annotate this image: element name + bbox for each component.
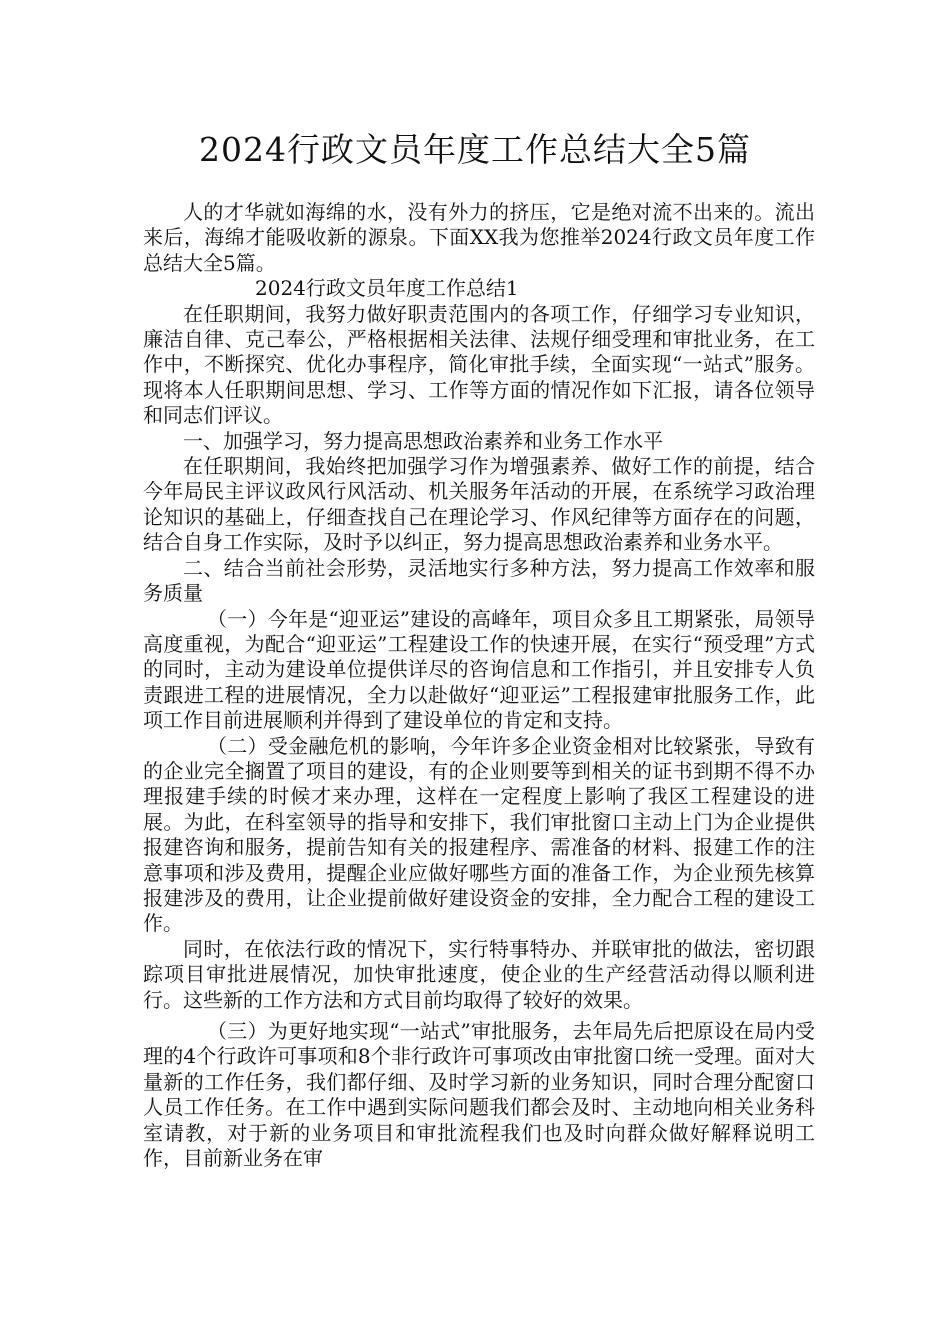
document-body <box>143 200 815 1171</box>
list-item-2: （二）受金融危机的影响，今年许多企业资金相对比较紧张，导致有的企业完全搁置了项目的建设，有的企业则要等到相关的证书到期不得不办理报建手续的时候才来办理，这样在一定程度上影响了我区工程建设的进展。为此，在科室领导的指导和安排下，我们审批窗口主动上门为企业提供报建咨询和服务，提前告知有关的报建程序、需准备的材料、报建工作的注意事项和涉及费用，提醒企业应做好哪些方面的准备工作，为企业预先核算报建涉及的费用，让企业提前做好建设资金的安排，全力配合工程的建设工作。 <box>143 733 815 936</box>
list-item-1: （一）今年是“迎亚运”建设的高峰年，项目众多且工期紧张，局领导高度重视，为配合“迎亚运”工程建设工作的快速开展，在实行“预受理”方式的同时，主动为建设单位提供详尽的咨询信息和工作指引，并且安排专人负责跟进工程的进展情况，全力以赴做好“迎亚运”工程报建审批服务工作，此项工作目前进展顺利并得到了建设单位的肯定和支持。 <box>143 606 815 733</box>
document-title: 2024行政文员年度工作总结大全5篇 <box>199 130 751 169</box>
body-paragraph: 同时，在依法行政的情况下，实行特事特办、并联审批的做法，密切跟踪项目审批进展情况，加快审批速度，使企业的生产经营活动得以顺利进行。这些新的工作方法和方式目前均取得了较好的效果。 <box>143 936 815 1012</box>
section-heading-1: 2024行政文员年度工作总结1 <box>255 276 519 301</box>
intro-paragraph: 人的才华就如海绵的水，没有外力的挤压，它是绝对流不出来的。流出来后，海绵才能吸收新的源泉。下面XX我为您推举2024行政文员年度工作总结大全5篇。 <box>143 200 815 275</box>
section-heading-part-2: 二、结合当前社会形势，灵活地实行多种方法，努力提高工作效率和服务质量 <box>143 555 815 606</box>
list-item-3: （三）为更好地实现“一站式”审批服务，去年局先后把原设在局内受理的4个行政许可事项和8个非行政许可事项改由审批窗口统一受理。面对大量新的工作任务，我们都仔细、及时学习新的业务知识，同时合理分配窗口人员工作任务。在工作中遇到实际问题我们都会及时、主动地向相关业务科室请教，对于新的业务项目和审批流程我们也及时向群众做好解释说明工作，目前新业务在审 <box>143 1019 815 1171</box>
section-heading-part-1: 一、加强学习，努力提高思想政治素养和业务工作水平 <box>183 428 663 453</box>
body-paragraph: 在任职期间，我始终把加强学习作为增强素养、做好工作的前提，结合今年局民主评议政风行风活动、机关服务年活动的开展，在系统学习政治理论知识的基础上，仔细查找自己在理论学习、作风纪律等方面存在的问题，结合自身工作实际，及时予以纠正，努力提高思想政治素养和业务水平。 <box>143 454 815 555</box>
body-paragraph: 在任职期间，我努力做好职责范围内的各项工作，仔细学习专业知识，廉洁自律、克己奉公，严格根据相关法律、法规仔细受理和审批业务，在工作中，不断探究、优化办事程序，简化审批手续，全面实现“一站式”服务。现将本人任职期间思想、学习、工作等方面的情况作如下汇报，请各位领导和同志们评议。 <box>143 301 815 428</box>
